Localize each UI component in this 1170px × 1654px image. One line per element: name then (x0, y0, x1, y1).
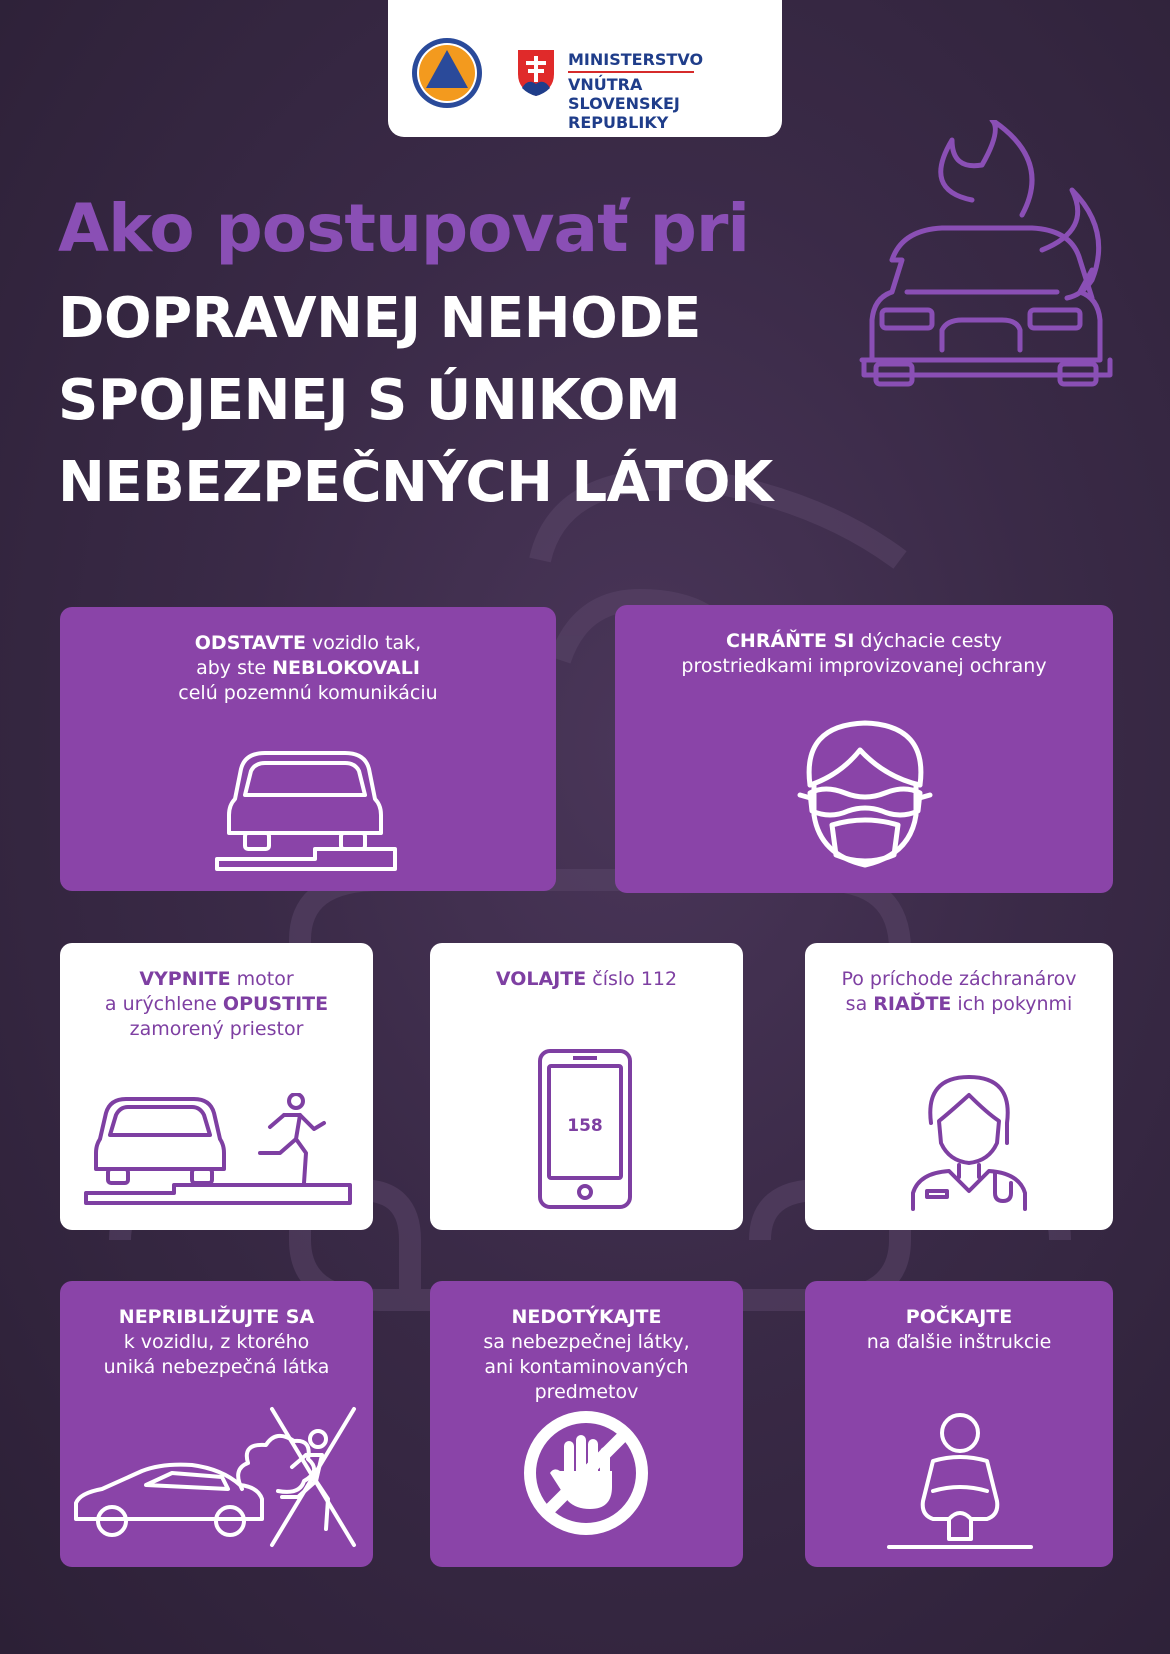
rescuers-strong1: RIAĎTE (873, 993, 952, 1015)
sitting-person-icon (887, 1411, 1033, 1551)
engine-strong1: VYPNITE (139, 968, 231, 990)
engine-text2: a urýchlene (104, 993, 223, 1015)
header-logo-panel (388, 0, 782, 137)
touch-strong1: NEDOTÝKAJTE (511, 1306, 662, 1328)
title-line2: DOPRAVNEJ NEHODE (58, 286, 701, 351)
burning-car-icon (852, 120, 1124, 412)
protect-text1: dýchacie cesty (854, 630, 1003, 652)
title-line3: SPOJENEJ S ÚNIKOM (58, 368, 681, 433)
park-text3: celú pozemnú komunikáciu (178, 682, 438, 704)
call-text1: číslo 112 (586, 968, 678, 990)
protect-text2: prostriedkami improvizovanej ochrany (681, 655, 1047, 677)
card-wait-instructions (805, 1281, 1113, 1567)
card-protect-airways (615, 605, 1113, 893)
rescuers-text2: sa (845, 993, 874, 1015)
title-intro: Ako postupovať pri (58, 190, 750, 267)
park-text1: vozidlo tak, (305, 632, 422, 654)
wait-strong1: POČKAJTE (905, 1306, 1013, 1328)
civil-protection-logo-icon (410, 36, 484, 110)
approach-text1: k vozidlu, z ktorého (123, 1331, 310, 1353)
title-line4: NEBEZPEČNÝCH LÁTOK (58, 450, 773, 515)
rescuers-text1: Po príchode záchranárov (841, 968, 1077, 990)
rescuers-text3: ich pokynmi (951, 993, 1073, 1015)
ministry-line2: VNÚTRA (568, 75, 643, 94)
respirator-mask-icon (790, 715, 940, 875)
ministry-line3: SLOVENSKEJ REPUBLIKY (568, 94, 680, 132)
park-strong1: ODSTAVTE (194, 632, 306, 654)
engine-text1: motor (230, 968, 294, 990)
park-text2: aby ste (196, 657, 273, 679)
approach-text2: uniká nebezpečná látka (103, 1356, 330, 1378)
phone-icon (537, 1048, 633, 1210)
card-dont-approach (60, 1281, 373, 1567)
touch-text3: predmetov (534, 1381, 639, 1403)
card-call-112 (430, 943, 743, 1230)
car-running-person-icon (84, 1093, 354, 1209)
protect-strong1: CHRÁŇTE SI (725, 630, 855, 652)
no-touch-icon (524, 1411, 648, 1535)
card-dont-touch (430, 1281, 743, 1567)
touch-text1: sa nebezpečnej látky, (483, 1331, 690, 1353)
ministry-line1: MINISTERSTVO (568, 50, 704, 69)
wait-text1: na ďalšie inštrukcie (866, 1331, 1052, 1353)
card-engine-leave (60, 943, 373, 1230)
card-follow-rescuers (805, 943, 1113, 1230)
approach-strong1: NEPRIBLIŽUJTE SA (118, 1306, 315, 1328)
page-title (58, 278, 773, 524)
park-strong2: NEBLOKOVALI (272, 657, 420, 679)
slovak-crest-icon (516, 48, 556, 98)
phone-display-number: 158 (567, 1116, 603, 1136)
call-strong1: VOLAJTE (495, 968, 587, 990)
touch-text2: ani kontaminovaných (484, 1356, 689, 1378)
engine-strong2: OPUSTITE (222, 993, 329, 1015)
parked-car-icon (215, 749, 405, 875)
card-park-vehicle (60, 607, 556, 891)
leaking-car-no-approach-icon (72, 1399, 362, 1549)
medic-icon (909, 1073, 1029, 1213)
engine-text3: zamorený priestor (129, 1018, 304, 1040)
ministry-name (568, 50, 782, 132)
